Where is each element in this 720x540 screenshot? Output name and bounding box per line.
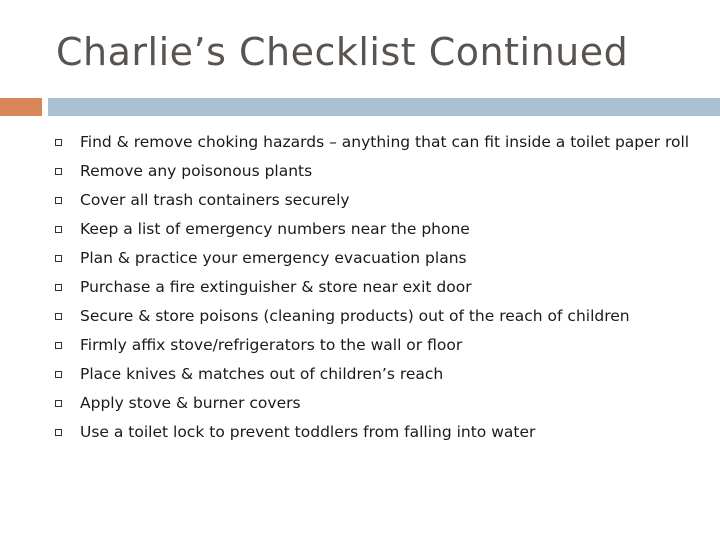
slide-title: Charlie’s Checklist Continued	[56, 30, 629, 74]
list-item	[50, 422, 710, 442]
square-bullet-icon	[55, 139, 62, 146]
list-item	[50, 364, 710, 384]
list-item-text: Keep a list of emergency numbers near the phone	[80, 220, 470, 238]
list-item-text: Use a toilet lock to prevent toddlers from falling into water	[80, 423, 536, 441]
square-bullet-icon	[55, 342, 62, 349]
list-item	[50, 248, 710, 268]
list-item-text: Place knives & matches out of children’s reach	[80, 365, 444, 383]
list-item-text: Plan & practice your emergency evacuation plans	[80, 249, 467, 267]
list-item	[50, 393, 710, 413]
list-item-text: Remove any poisonous plants	[80, 162, 313, 180]
list-item-text: Firmly affix stove/refrigerators to the wall or floor	[80, 336, 463, 354]
square-bullet-icon	[55, 226, 62, 233]
square-bullet-icon	[55, 313, 62, 320]
accent-bar-blue	[48, 98, 720, 116]
checklist	[50, 132, 710, 451]
square-bullet-icon	[55, 400, 62, 407]
list-item	[50, 161, 710, 181]
list-item	[50, 132, 710, 152]
square-bullet-icon	[55, 168, 62, 175]
square-bullet-icon	[55, 371, 62, 378]
square-bullet-icon	[55, 255, 62, 262]
list-item-text: Find & remove choking hazards – anything that can fit inside a toilet paper roll	[80, 133, 690, 151]
list-item-text: Cover all trash containers securely	[80, 191, 350, 209]
list-item-text: Secure & store poisons (cleaning products) out of the reach of children	[80, 307, 630, 325]
square-bullet-icon	[55, 284, 62, 291]
list-item	[50, 306, 710, 326]
square-bullet-icon	[55, 197, 62, 204]
list-item	[50, 190, 710, 210]
list-item	[50, 219, 710, 239]
square-bullet-icon	[55, 429, 62, 436]
list-item	[50, 335, 710, 355]
list-item	[50, 277, 710, 297]
list-item-text: Purchase a fire extinguisher & store near exit door	[80, 278, 472, 296]
list-item-text: Apply stove & burner covers	[80, 394, 301, 412]
accent-bar-orange	[0, 98, 42, 116]
